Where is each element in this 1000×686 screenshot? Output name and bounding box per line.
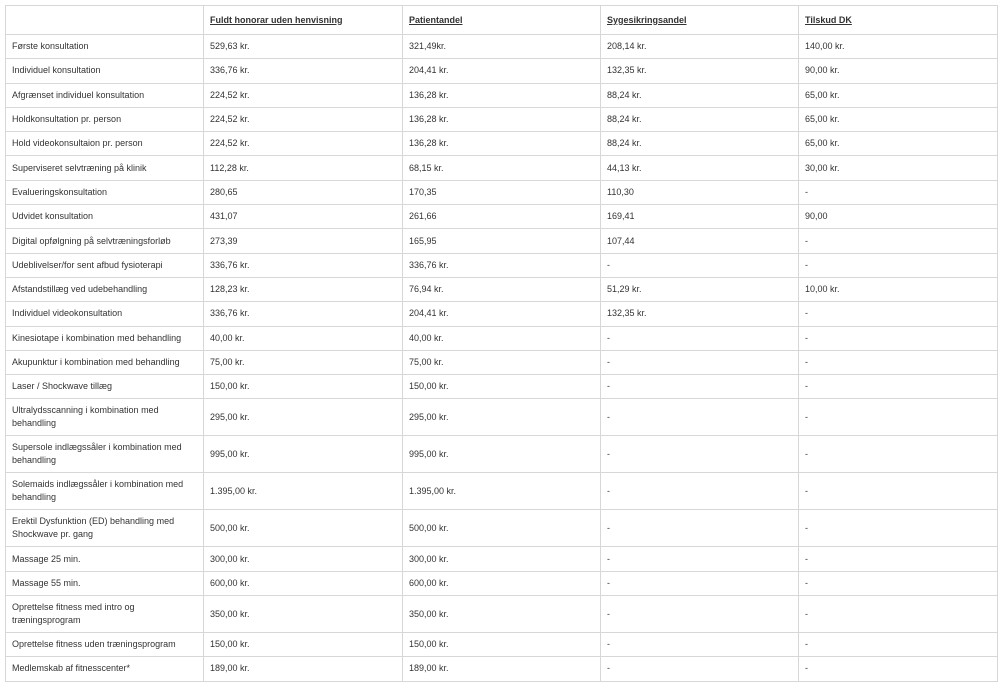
table-row [6, 657, 998, 681]
service-cell: Udeblivelser/for sent afbud fysioterapi [6, 253, 204, 277]
full-fee-cell: 336,76 kr. [204, 59, 403, 83]
subsidy-cell: 65,00 kr. [799, 107, 998, 131]
table-row [6, 350, 998, 374]
full-fee-cell: 273,39 [204, 229, 403, 253]
patient-share-cell: 68,15 kr. [403, 156, 601, 180]
table-row [6, 132, 998, 156]
patient-share-cell: 600,00 kr. [403, 571, 601, 595]
full-fee-cell: 40,00 kr. [204, 326, 403, 350]
service-cell: Massage 55 min. [6, 571, 204, 595]
subsidy-cell: - [799, 633, 998, 657]
patient-share-cell: 76,94 kr. [403, 277, 601, 301]
service-cell: Udvidet konsultation [6, 205, 204, 229]
subsidy-cell: - [799, 180, 998, 204]
service-cell: Laser / Shockwave tillæg [6, 375, 204, 399]
subsidy-cell: 10,00 kr. [799, 277, 998, 301]
subsidy-cell: - [799, 302, 998, 326]
insurance-share-cell: - [601, 350, 799, 374]
table-row [6, 473, 998, 510]
full-fee-cell: 529,63 kr. [204, 35, 403, 59]
subsidy-cell: 65,00 kr. [799, 83, 998, 107]
full-fee-cell: 295,00 kr. [204, 399, 403, 436]
subsidy-cell: 140,00 kr. [799, 35, 998, 59]
table-row [6, 302, 998, 326]
subsidy-cell: 90,00 kr. [799, 59, 998, 83]
subsidy-cell: - [799, 326, 998, 350]
full-fee-cell: 189,00 kr. [204, 657, 403, 681]
table-row [6, 571, 998, 595]
table-row [6, 107, 998, 131]
table-row [6, 277, 998, 301]
patient-share-cell: 150,00 kr. [403, 375, 601, 399]
header-patient-share[interactable]: Patientandel [403, 6, 601, 35]
patient-share-cell: 204,41 kr. [403, 59, 601, 83]
subsidy-cell: 65,00 kr. [799, 132, 998, 156]
service-cell: Superviseret selvtræning på klinik [6, 156, 204, 180]
service-cell: Digital opfølgning på selvtræningsforløb [6, 229, 204, 253]
subsidy-cell: - [799, 547, 998, 571]
service-cell: Medlemskab af fitnesscenter* [6, 657, 204, 681]
patient-share-cell: 500,00 kr. [403, 510, 601, 547]
table-header-row [6, 6, 998, 35]
full-fee-cell: 224,52 kr. [204, 107, 403, 131]
table-row [6, 510, 998, 547]
full-fee-cell: 995,00 kr. [204, 436, 403, 473]
patient-share-cell: 350,00 kr. [403, 596, 601, 633]
table-row [6, 59, 998, 83]
insurance-share-cell: 110,30 [601, 180, 799, 204]
patient-share-cell: 75,00 kr. [403, 350, 601, 374]
insurance-share-cell: 88,24 kr. [601, 107, 799, 131]
table-row [6, 436, 998, 473]
full-fee-cell: 336,76 kr. [204, 253, 403, 277]
table-row [6, 326, 998, 350]
service-cell: Afgrænset individuel konsultation [6, 83, 204, 107]
insurance-share-cell: - [601, 253, 799, 277]
full-fee-cell: 600,00 kr. [204, 571, 403, 595]
full-fee-cell: 224,52 kr. [204, 83, 403, 107]
header-full-fee[interactable]: Fuldt honorar uden henvisning [204, 6, 403, 35]
insurance-share-cell: 132,35 kr. [601, 59, 799, 83]
subsidy-cell: - [799, 229, 998, 253]
subsidy-cell: - [799, 596, 998, 633]
insurance-share-cell: - [601, 547, 799, 571]
table-body [6, 35, 998, 682]
header-subsidy-dk[interactable]: Tilskud DK [799, 6, 998, 35]
subsidy-cell: - [799, 350, 998, 374]
subsidy-cell: - [799, 253, 998, 277]
table-row [6, 180, 998, 204]
full-fee-cell: 112,28 kr. [204, 156, 403, 180]
subsidy-cell: - [799, 473, 998, 510]
service-cell: Oprettelse fitness uden træningsprogram [6, 633, 204, 657]
subsidy-cell: - [799, 571, 998, 595]
full-fee-cell: 150,00 kr. [204, 633, 403, 657]
full-fee-cell: 128,23 kr. [204, 277, 403, 301]
service-cell: Ultralydsscanning i kombination med behandling [6, 399, 204, 436]
insurance-share-cell: 208,14 kr. [601, 35, 799, 59]
insurance-share-cell: - [601, 436, 799, 473]
patient-share-cell: 300,00 kr. [403, 547, 601, 571]
subsidy-cell: - [799, 399, 998, 436]
service-cell: Erektil Dysfunktion (ED) behandling med Shockwave pr. gang [6, 510, 204, 547]
subsidy-cell: - [799, 436, 998, 473]
insurance-share-cell: 51,29 kr. [601, 277, 799, 301]
patient-share-cell: 136,28 kr. [403, 132, 601, 156]
table-row [6, 35, 998, 59]
service-cell: Kinesiotape i kombination med behandling [6, 326, 204, 350]
full-fee-cell: 280,65 [204, 180, 403, 204]
patient-share-cell: 136,28 kr. [403, 107, 601, 131]
insurance-share-cell: - [601, 399, 799, 436]
insurance-share-cell: - [601, 596, 799, 633]
table-row [6, 375, 998, 399]
insurance-share-cell: 132,35 kr. [601, 302, 799, 326]
subsidy-cell: 90,00 [799, 205, 998, 229]
table-row [6, 205, 998, 229]
insurance-share-cell: 88,24 kr. [601, 83, 799, 107]
service-cell: Evalueringskonsultation [6, 180, 204, 204]
patient-share-cell: 40,00 kr. [403, 326, 601, 350]
insurance-share-cell: 88,24 kr. [601, 132, 799, 156]
service-cell: Første konsultation [6, 35, 204, 59]
price-table-container [5, 5, 997, 682]
header-insurance-share[interactable]: Sygesikringsandel [601, 6, 799, 35]
service-cell: Afstandstillæg ved udebehandling [6, 277, 204, 301]
subsidy-cell: - [799, 657, 998, 681]
service-cell: Massage 25 min. [6, 547, 204, 571]
patient-share-cell: 295,00 kr. [403, 399, 601, 436]
full-fee-cell: 224,52 kr. [204, 132, 403, 156]
header-service [6, 6, 204, 35]
insurance-share-cell: - [601, 571, 799, 595]
table-row [6, 83, 998, 107]
insurance-share-cell: 107,44 [601, 229, 799, 253]
full-fee-cell: 336,76 kr. [204, 302, 403, 326]
insurance-share-cell: - [601, 510, 799, 547]
insurance-share-cell: 169,41 [601, 205, 799, 229]
subsidy-cell: - [799, 375, 998, 399]
table-row [6, 633, 998, 657]
insurance-share-cell: - [601, 375, 799, 399]
patient-share-cell: 995,00 kr. [403, 436, 601, 473]
patient-share-cell: 170,35 [403, 180, 601, 204]
service-cell: Individuel videokonsultation [6, 302, 204, 326]
full-fee-cell: 75,00 kr. [204, 350, 403, 374]
table-row [6, 547, 998, 571]
service-cell: Supersole indlægssåler i kombination med behandling [6, 436, 204, 473]
patient-share-cell: 136,28 kr. [403, 83, 601, 107]
full-fee-cell: 150,00 kr. [204, 375, 403, 399]
table-row [6, 229, 998, 253]
full-fee-cell: 300,00 kr. [204, 547, 403, 571]
table-row [6, 399, 998, 436]
patient-share-cell: 1.395,00 kr. [403, 473, 601, 510]
service-cell: Holdkonsultation pr. person [6, 107, 204, 131]
price-table [5, 5, 998, 682]
subsidy-cell: - [799, 510, 998, 547]
full-fee-cell: 350,00 kr. [204, 596, 403, 633]
insurance-share-cell: - [601, 326, 799, 350]
insurance-share-cell: - [601, 657, 799, 681]
insurance-share-cell: - [601, 473, 799, 510]
patient-share-cell: 261,66 [403, 205, 601, 229]
table-row [6, 156, 998, 180]
patient-share-cell: 204,41 kr. [403, 302, 601, 326]
patient-share-cell: 150,00 kr. [403, 633, 601, 657]
service-cell: Individuel konsultation [6, 59, 204, 83]
service-cell: Oprettelse fitness med intro og træningsprogram [6, 596, 204, 633]
insurance-share-cell: 44,13 kr. [601, 156, 799, 180]
patient-share-cell: 165,95 [403, 229, 601, 253]
insurance-share-cell: - [601, 633, 799, 657]
patient-share-cell: 189,00 kr. [403, 657, 601, 681]
full-fee-cell: 1.395,00 kr. [204, 473, 403, 510]
service-cell: Solemaids indlægssåler i kombination med behandling [6, 473, 204, 510]
service-cell: Akupunktur i kombination med behandling [6, 350, 204, 374]
subsidy-cell: 30,00 kr. [799, 156, 998, 180]
service-cell: Hold videokonsultaion pr. person [6, 132, 204, 156]
full-fee-cell: 431,07 [204, 205, 403, 229]
patient-share-cell: 336,76 kr. [403, 253, 601, 277]
full-fee-cell: 500,00 kr. [204, 510, 403, 547]
patient-share-cell: 321,49kr. [403, 35, 601, 59]
table-row [6, 253, 998, 277]
table-row [6, 596, 998, 633]
